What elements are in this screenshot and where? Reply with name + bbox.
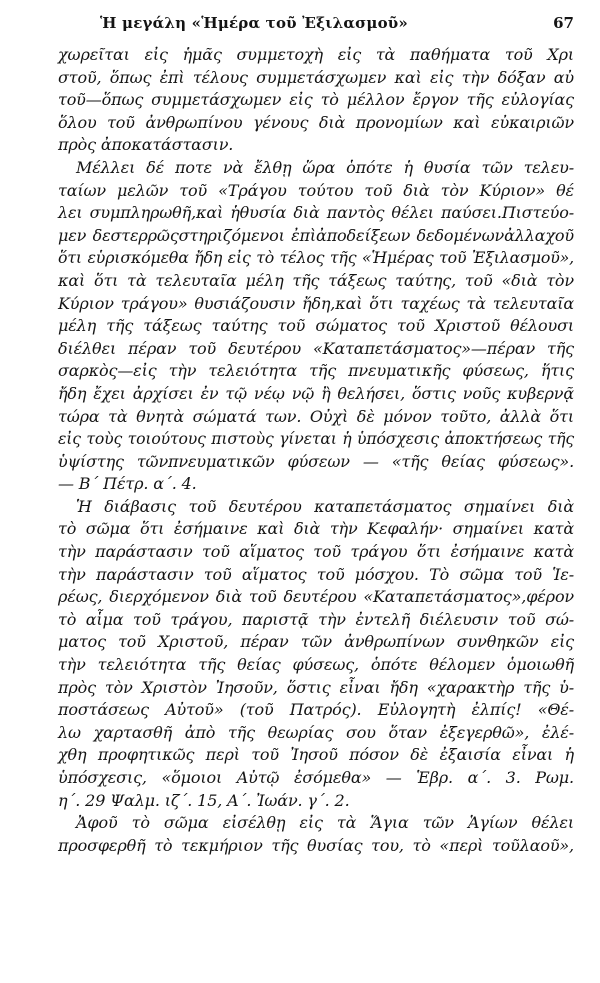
book-page [58, 12, 574, 972]
text-line: ματος τοῦ Χριστοῦ, πέραν τῶν ἀνθρωπίνων συνθηκῶν εἰς [58, 632, 574, 652]
text-line: τὴν παράστασιν τοῦ αἵματος τοῦ μόσχου. Τὸ σῶμα τοῦ Ἱε- [58, 564, 574, 584]
text-line: προσφερθῆ τὸ τεκμήριον τῆς θυσίας του, τὸ «περὶ τοῦλαοῦ», [58, 835, 574, 855]
text-line: Κύριον τράγου» θυσιάζουσιν ἤδη,καὶ ὅτι ταχέως τὰ τελευταῖα [58, 293, 574, 313]
scripture-reference: — Β΄ Πέτρ. α΄. 4. [58, 474, 197, 494]
text-line: σαρκὸς—εἰς τὴν τελειότητα τῆς πνευματικῆς φύσεως, ἥτις [58, 361, 574, 381]
page-number: 67 [553, 14, 574, 32]
text-line: Ἀφοῦ τὸ σῶμα εἰσέλθῃ εἰς τὰ Ἅγια τῶν Ἁγίων θέλει [76, 813, 574, 833]
text-line: χθη προφητικῶς περὶ τοῦ Ἰησοῦ πόσον δὲ ἐξαισία εἶναι ἡ [58, 745, 574, 765]
paragraph [58, 157, 574, 496]
text-line: πρὸς ἀποκατάστασιν. [58, 135, 234, 155]
text-line: καὶ ὅτι τὰ τελευταῖα μέλη τῆς τάξεως ταύτης, τοῦ «διὰ τὸν [58, 270, 574, 290]
text-line: Μέλλει δέ ποτε νὰ ἔλθῃ ὥρα ὁπότε ἡ θυσία τῶν τελευ- [76, 157, 574, 177]
text-line: εἰς τοὺς τοιούτους πιστοὺς γίνεται ἡ ὑπόσχεσις ἀποκτήσεως τῆς [58, 429, 574, 449]
text-line: τὴν τελειότητα τῆς θείας φύσεως, ὁπότε θέλομεν ὁμοιωθῆ [58, 655, 574, 675]
text-line: τὸ αἷμα τοῦ τράγου, παριστᾷ τὴν ἐντελῆ διέλευσιν τοῦ σώ- [58, 609, 574, 629]
text-line: μέλη τῆς τάξεως ταύτης τοῦ σώματος τοῦ Χριστοῦ θέλουσι [58, 316, 574, 336]
text-line: τὴν παράστασιν τοῦ αἵματος τοῦ τράγου ὅτι ἐσήμαινε κατὰ [58, 542, 574, 562]
text-line: ὅλου τοῦ ἀνθρωπίνου γένους διὰ προνομίων καὶ εὐκαιριῶν [58, 112, 574, 132]
text-line: χωρεῖται εἰς ἡμᾶς συμμετοχὴ εἰς τὰ παθήματα τοῦ Χρι [58, 45, 574, 64]
text-line: λει συμπληρωθῆ,καὶ ἡθυσία διὰ παντὸς θέλει παύσει.Πιστεύο- [58, 203, 574, 223]
text-line: διέλθει πέραν τοῦ δευτέρου «Καταπετάσματος»—πέραν τῆς [58, 338, 574, 358]
text-line: ὅτι εὑρισκόμεθα ἤδη εἰς τὸ τέλος τῆς «Ἡμέρας τοῦ Ἐξιλασμοῦ», [58, 248, 574, 268]
text-line: μεν δεστερρῶςστηριζόμενοι ἐπὶἀποδείξεων δεδομένωνἀλλαχοῦ [58, 225, 574, 245]
text-line: λω χαρτασθῆ ἀπὸ τῆς θεωρίας σου ὅταν ἐξεγερθῶ», ἐλέ- [58, 722, 574, 742]
text-line: ἤδη ἔχει ἀρχίσει ἐν τῷ νέῳ νῷ ἢ θελήσει, ὅστις νοῦς κυβερνᾷ [58, 383, 574, 403]
text-line: τοῦ—ὅπως συμμετάσχωμεν εἰς τὸ μέλλον ἔργον τῆς εὐλογίας [58, 90, 574, 110]
text-line: ρέως, διερχόμενον διὰ τοῦ δευτέρου «Καταπετάσματος»,φέρον [58, 587, 574, 607]
text-line: τώρα τὰ θνητὰ σώματά των. Οὐχὶ δὲ μόνον τοῦτο, ἀλλὰ ὅτι [58, 406, 574, 426]
running-title: Ἡ μεγάλη «Ἡμέρα τοῦ Ἐξιλασμοῦ» [100, 14, 408, 32]
scripture-reference: η΄. 29 Ψαλμ. ιζ΄. 15, Α΄. Ἰωάν. γ΄. 2. [58, 790, 350, 810]
text-line: ποστάσεως Αὐτοῦ» (τοῦ Πατρός). Εὐλογητὴ ἐλπίς! «Θέ- [58, 700, 574, 720]
paragraph [58, 44, 574, 157]
paragraph [58, 812, 574, 857]
text-line: Ἡ διάβασις τοῦ δευτέρου καταπετάσματος σημαίνει διὰ [76, 496, 574, 516]
body-text [58, 44, 574, 857]
text-line: ταίων μελῶν τοῦ «Τράγου τούτου τοῦ διὰ τὸν Κύριον» θέ [58, 180, 574, 200]
text-line: ὑψίστης τῶνπνευματικῶν φύσεων — «τῆς θείας φύσεως». [58, 451, 574, 471]
text-line: στοῦ, ὅπως ἐπὶ τέλους συμμετάσχωμεν καὶ εἰς τὴν δόξαν αὐ [58, 67, 574, 87]
text-line: τὸ σῶμα ὅτι ἐσήμαινε καὶ διὰ τὴν Κεφαλήν· σημαίνει κατὰ [58, 519, 574, 539]
text-line: πρὸς τὸν Χριστὸν Ἰησοῦν, ὅστις εἶναι ἤδη «χαρακτὴρ τῆς ὑ- [58, 677, 574, 697]
paragraph [58, 496, 574, 812]
page-header [58, 12, 574, 38]
text-line: ὑπόσχεσις, «ὅμοιοι Αὐτῷ ἐσόμεθα» — Ἑβρ. α΄. 3. Ρωμ. [58, 768, 574, 787]
